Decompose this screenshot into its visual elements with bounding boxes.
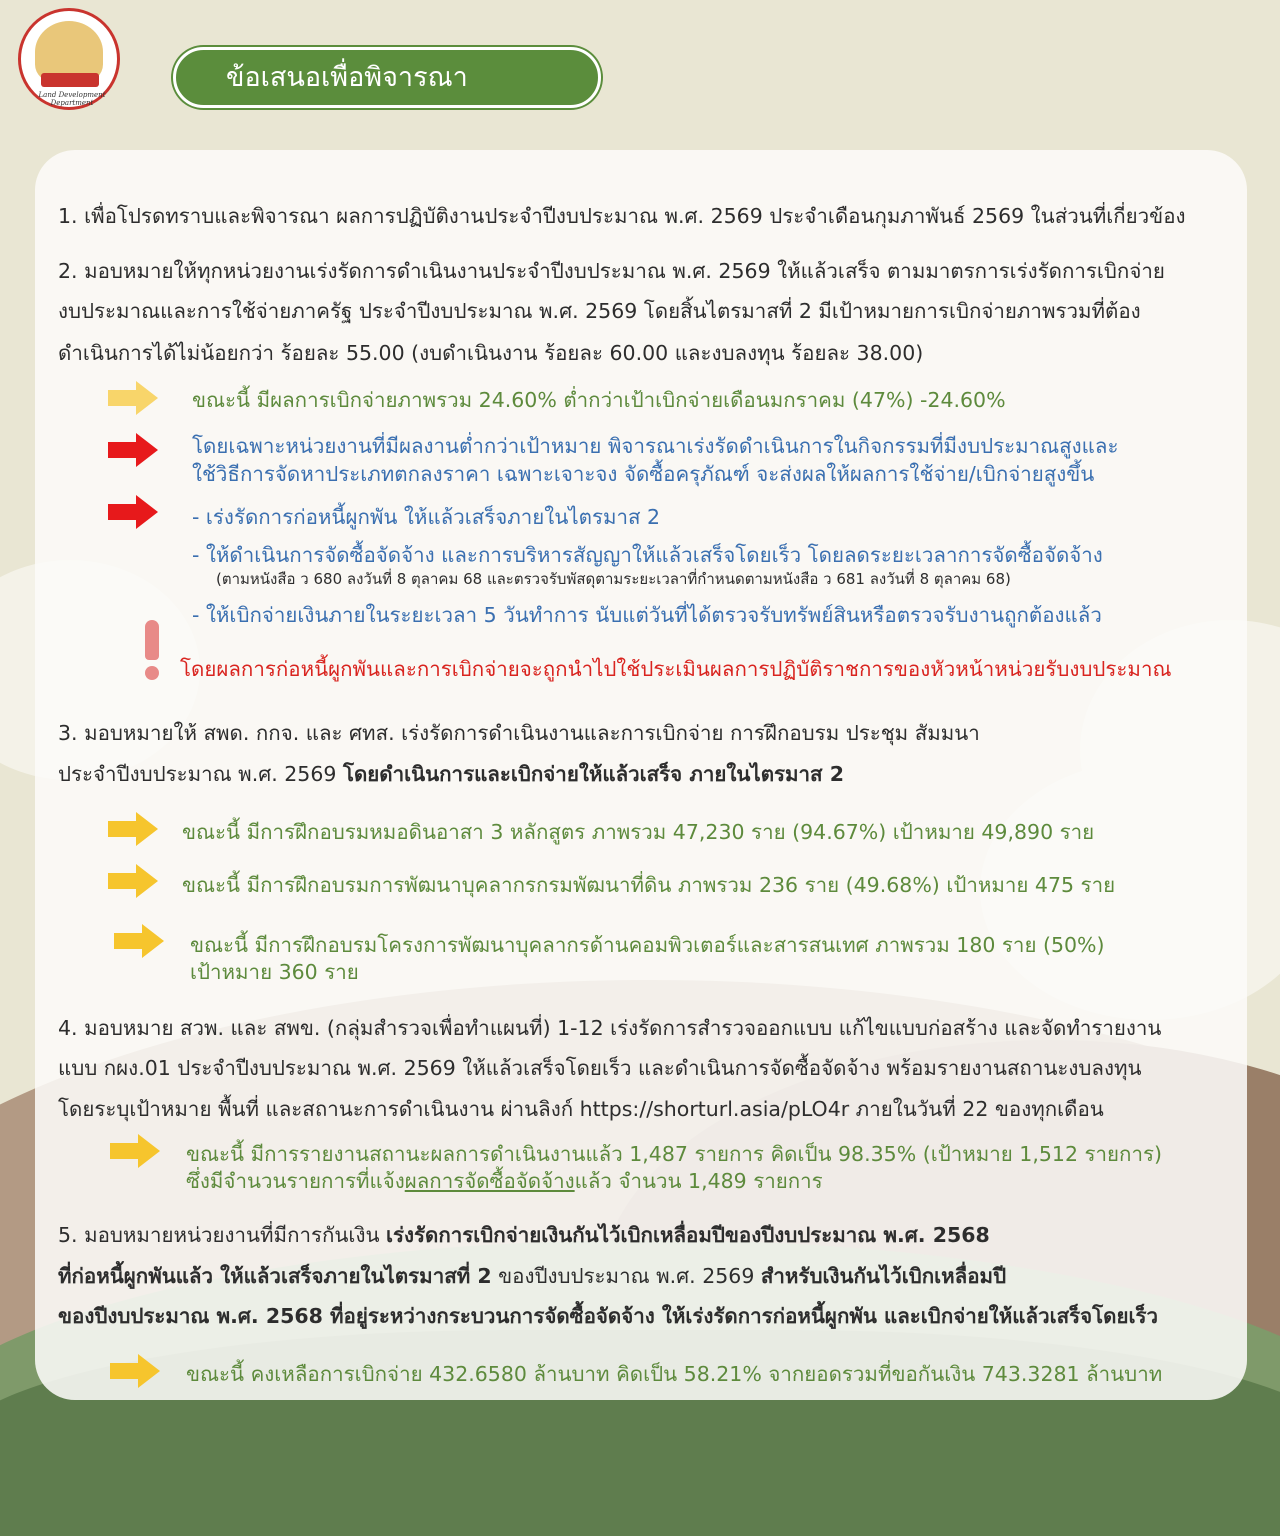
item-2-status: ขณะนี้ มีผลการเบิกจ่ายภาพรวม 24.60% ต่ำกว่าเป้าเบิกจ่ายเดือนมกราคม (47%) -24.60% (192, 388, 1006, 412)
item-2-line-3: ดำเนินการได้ไม่น้อยกว่า ร้อยละ 55.00 (งบดำเนินงาน ร้อยละ 60.00 และงบลงทุน ร้อยละ 38.00) (58, 341, 924, 365)
item-3-line-2: ประจำปีงบประมาณ พ.ศ. 2569 โดยดำเนินการและเบิกจ่ายให้แล้วเสร็จ ภายในไตรมาส 2 (58, 762, 844, 786)
department-logo (18, 8, 120, 110)
item-3-status-3-line-2: เป้าหมาย 360 ราย (190, 960, 359, 984)
logo-caption: Land Development Department (38, 91, 106, 107)
item-2-focus-line-2: ใช้วิธีการจัดหาประเภทตกลงราคา เฉพาะเจาะจง จัดซื้อครุภัณฑ์ จะส่งผลให้ผลการใช้จ่าย/เบิกจ่ายสูงขึ้น (192, 462, 1095, 486)
item-3-status-3-line-1: ขณะนี้ มีการฝึกอบรมโครงการพัฒนาบุคลากรด้านคอมพิวเตอร์และสารสนเทศ ภาพรวม 180 ราย (50%) (190, 933, 1105, 957)
arrow-right-icon (110, 1354, 160, 1388)
item-1-text: 1. เพื่อโปรดทราบและพิจารณา ผลการปฏิบัติงานประจำปีงบประมาณ พ.ศ. 2569 ประจำเดือนกุมภาพันธ์ 2569 ในส่วนที่เกี่ยวข้อง (58, 204, 1186, 228)
item-3-status-1: ขณะนี้ มีการฝึกอบรมหมอดินอาสา 3 หลักสูตร ภาพรวม 47,230 ราย (94.67%) เป้าหมาย 49,890 ราย (182, 820, 1095, 844)
exclamation-icon (140, 620, 164, 680)
arrow-right-icon (108, 381, 158, 415)
item-4-line-2: แบบ กผง.01 ประจำปีงบประมาณ พ.ศ. 2569 ให้แล้วเสร็จโดยเร็ว และดำเนินการจัดซื้อจัดจ้าง พร้อมรายงานสถานะงบลงทุน (58, 1056, 1142, 1080)
item-3-line-1: 3. มอบหมายให้ สพด. กกจ. และ ศทส. เร่งรัดการดำเนินงานและการเบิกจ่าย การฝึกอบรม ประชุม สัมมนา (58, 721, 980, 745)
arrow-right-icon (108, 495, 158, 529)
item-4-line-1: 4. มอบหมาย สวพ. และ สพข. (กลุ่มสำรวจเพื่อทำแผนที่) 1-12 เร่งรัดการสำรวจออกแบบ แก้ไขแบบก่อสร้าง และจัดทำรายงาน (58, 1016, 1162, 1040)
arrow-right-icon (110, 1134, 160, 1168)
item-4-status-line-1: ขณะนี้ มีการรายงานสถานะผลการดำเนินงานแล้ว 1,487 รายการ คิดเป็น 98.35% (เป้าหมาย 1,512 รายการ) (186, 1142, 1162, 1166)
item-5-line-2: ที่ก่อหนี้ผูกพันแล้ว ให้แล้วเสร็จภายในไตรมาสที่ 2 ของปีงบประมาณ พ.ศ. 2569 สำหรับเงินกันไว้เบิกเหลื่อมปี (58, 1264, 1007, 1288)
item-2-line-1: 2. มอบหมายให้ทุกหน่วยงานเร่งรัดการดำเนินงานประจำปีงบประมาณ พ.ศ. 2569 ให้แล้วเสร็จ ตามมาตรการเร่งรัดการเบิกจ่าย (58, 259, 1165, 283)
item-5-line-1: 5. มอบหมายหน่วยงานที่มีการกันเงิน เร่งรัดการเบิกจ่ายเงินกันไว้เบิกเหลื่อมปีของปีงบประมาณ พ.ศ. 2568 (58, 1223, 990, 1247)
arrow-right-icon (108, 812, 158, 846)
arrow-right-icon (108, 864, 158, 898)
item-2-bullet-2: - ให้ดำเนินการจัดซื้อจัดจ้าง และการบริหารสัญญาให้แล้วเสร็จโดยเร็ว โดยลดระยะเวลาการจัดซื้อจัดจ้าง (192, 543, 1103, 567)
item-2-line-2: งบประมาณและการใช้จ่ายภาครัฐ ประจำปีงบประมาณ พ.ศ. 2569 โดยสิ้นไตรมาสที่ 2 มีเป้าหมายการเบิกจ่ายภาพรวมที่ต้อง (58, 299, 1141, 323)
item-2-warning: โดยผลการก่อหนี้ผูกพันและการเบิกจ่ายจะถูกนำไปใช้ประเมินผลการปฏิบัติราชการของหัวหน้าหน่วยรับงบประมาณ (180, 657, 1172, 681)
item-2-bullet-2-note: (ตามหนังสือ ว 680 ลงวันที่ 8 ตุลาคม 68 และตรวจรับพัสดุตามระยะเวลาที่กำหนดตามหนังสือ ว 681 ลงวันที่ 8 ตุลาคม 68) (216, 570, 1011, 588)
item-2-bullet-1: - เร่งรัดการก่อหนี้ผูกพัน ให้แล้วเสร็จภายในไตรมาส 2 (192, 505, 661, 529)
arrow-right-icon (108, 433, 158, 467)
item-4-line-3: โดยระบุเป้าหมาย พื้นที่ และสถานะการดำเนินงาน ผ่านลิงก์ https://shorturl.asia/pLO4r ภายในวันที่ 22 ของทุกเดือน (58, 1097, 1104, 1121)
item-3-status-2: ขณะนี้ มีการฝึกอบรมการพัฒนาบุคลากรกรมพัฒนาที่ดิน ภาพรวม 236 ราย (49.68%) เป้าหมาย 475 ราย (182, 873, 1116, 897)
item-2-bullet-3: - ให้เบิกจ่ายเงินภายในระยะเวลา 5 วันทำการ นับแต่วันที่ได้ตรวจรับทรัพย์สินหรือตรวจรับงานถูกต้องแล้ว (192, 603, 1102, 627)
item-5-status: ขณะนี้ คงเหลือการเบิกจ่าย 432.6580 ล้านบาท คิดเป็น 58.21% จากยอดรวมที่ขอกันเงิน 743.3281 ล้านบาท (186, 1362, 1163, 1386)
arrow-right-icon (114, 924, 164, 958)
item-2-focus-line-1: โดยเฉพาะหน่วยงานที่มีผลงานต่ำกว่าเป้าหมาย พิจารณาเร่งรัดดำเนินการในกิจกรรมที่มีงบประมาณสูงและ (192, 434, 1119, 458)
item-4-status-line-2: ซึ่งมีจำนวนรายการที่แจ้งผลการจัดซื้อจัดจ้างแล้ว จำนวน 1,489 รายการ (186, 1169, 823, 1193)
item-5-line-3: ของปีงบประมาณ พ.ศ. 2568 ที่อยู่ระหว่างกระบวนการจัดซื้อจัดจ้าง ให้เร่งรัดการก่อหนี้ผูกพัน และเบิกจ่ายให้แล้วเสร็จโดยเร็ว (58, 1304, 1158, 1328)
page-title: ข้อเสนอเพื่อพิจารณา (173, 47, 601, 108)
